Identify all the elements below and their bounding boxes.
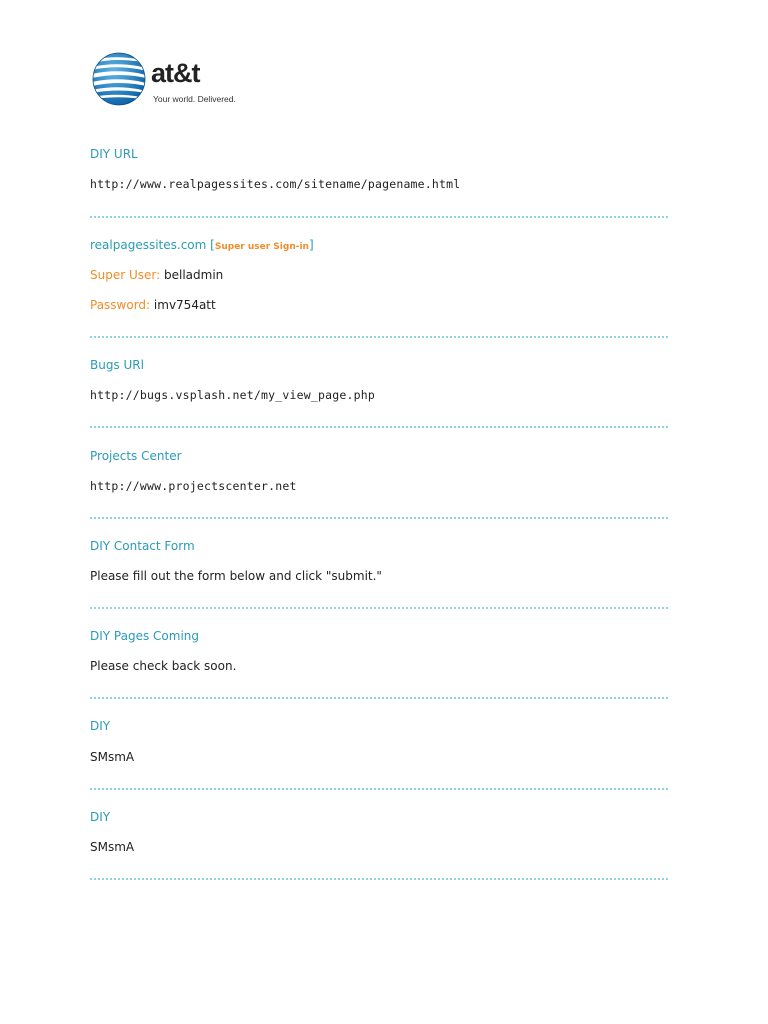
password-label: Password: <box>90 298 151 312</box>
realpages-heading: realpagessites.com <box>90 238 207 252</box>
super-user-signin-link[interactable]: Super user Sign-in <box>214 242 309 252</box>
diy-heading-2: DIY <box>90 810 111 824</box>
password-value: imv754att <box>153 298 216 312</box>
bugs-heading: Bugs URl <box>90 358 144 372</box>
section-divider <box>90 607 668 609</box>
bracket-open: [ <box>210 238 215 252</box>
section-divider <box>90 517 668 519</box>
section-divider <box>90 878 668 880</box>
att-globe-icon <box>92 52 146 106</box>
pages-coming-heading: DIY Pages Coming <box>90 629 200 643</box>
diy-url-value: http://www.realpagessites.com/sitename/pagename.html <box>90 177 461 191</box>
contact-text: Please fill out the form below and click "submit." <box>90 569 382 583</box>
projects-heading: Projects Center <box>90 449 182 463</box>
bracket-close: ] <box>308 238 314 252</box>
diy-url-heading: DIY URL <box>90 147 138 161</box>
super-user-value: belladmin <box>163 268 224 282</box>
section-divider <box>90 697 668 699</box>
super-user-label: Super User: <box>90 268 161 282</box>
password-row <box>90 297 216 313</box>
bugs-url-value: http://bugs.vsplash.net/my_view_page.php <box>90 388 375 402</box>
contact-heading: DIY Contact Form <box>90 539 195 553</box>
section-divider <box>90 336 668 338</box>
att-logo <box>92 50 252 110</box>
att-tagline: Your world. Delivered. <box>153 94 236 104</box>
section-divider <box>90 788 668 790</box>
super-user-row <box>90 267 223 283</box>
pages-coming-text: Please check back soon. <box>90 659 237 673</box>
realpages-row <box>90 237 314 255</box>
projects-url-value: http://www.projectscenter.net <box>90 479 297 493</box>
section-divider <box>90 426 668 428</box>
att-wordmark: at&t <box>151 58 200 88</box>
diy-text-1: SMsmA <box>90 750 135 764</box>
diy-text-2: SMsmA <box>90 840 135 854</box>
section-divider <box>90 216 668 218</box>
diy-heading-1: DIY <box>90 719 111 733</box>
